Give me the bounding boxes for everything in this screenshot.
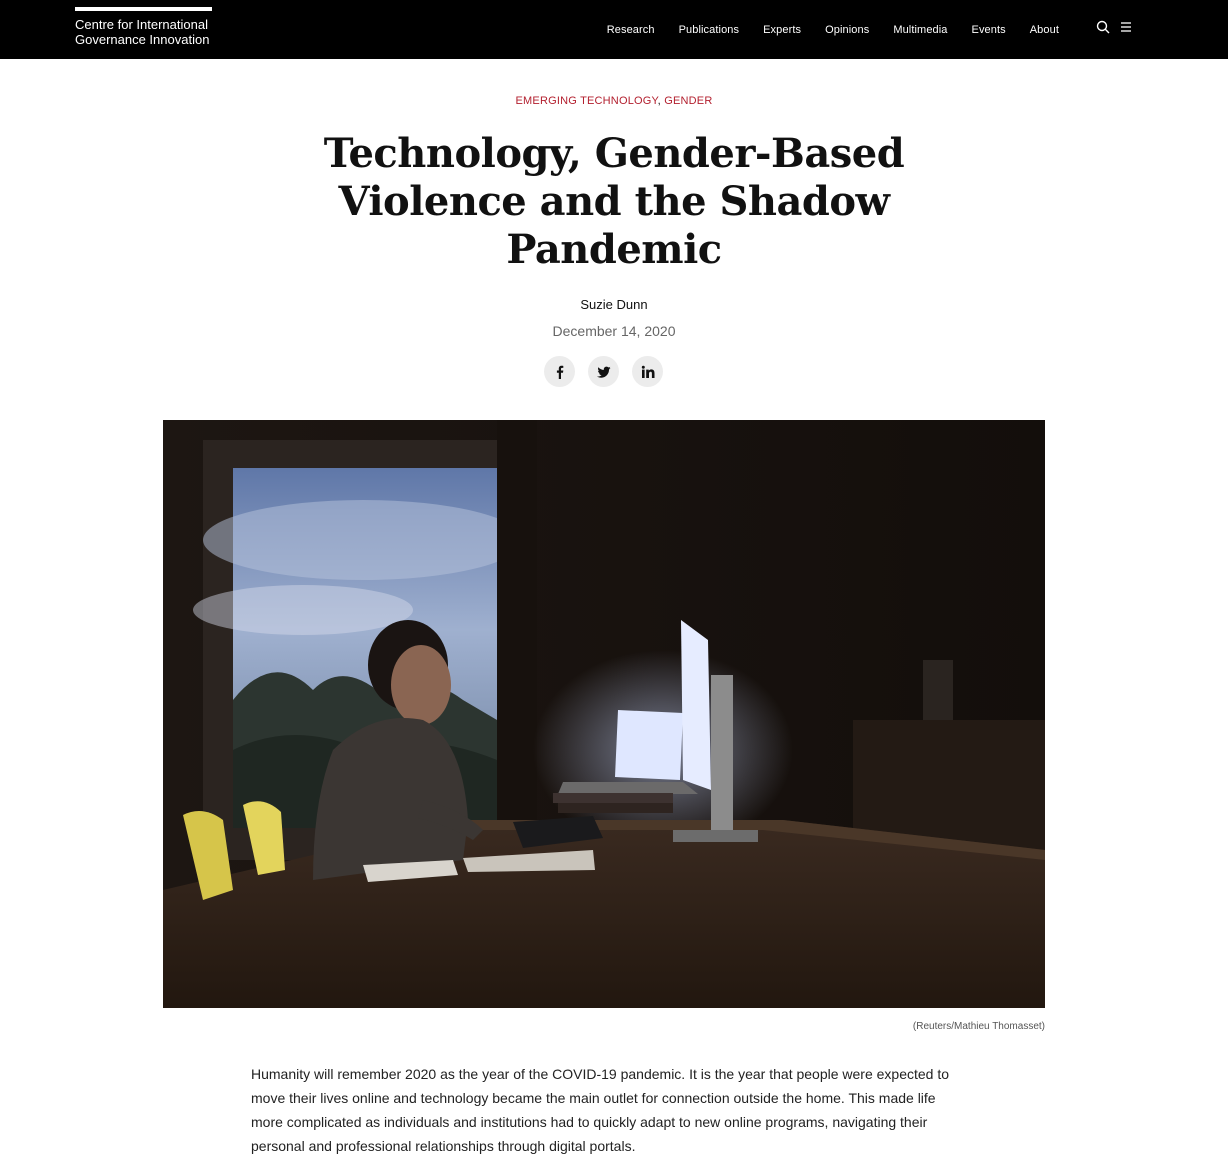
nav-experts[interactable]: Experts — [763, 23, 802, 36]
logo-line-2: Governance Innovation — [75, 32, 210, 47]
facebook-icon — [553, 365, 567, 379]
nav-events[interactable]: Events — [971, 23, 1006, 36]
site-logo[interactable] — [75, 7, 212, 47]
linkedin-share-button[interactable] — [632, 356, 663, 387]
nav-publications[interactable]: Publications — [678, 23, 740, 36]
nav-about[interactable]: About — [1029, 23, 1059, 36]
twitter-share-button[interactable] — [588, 356, 619, 387]
woman-at-computer-photo — [163, 420, 1045, 1008]
image-credit: (Reuters/Mathieu Thomasset) — [912, 1021, 1045, 1032]
nav-research[interactable]: Research — [606, 23, 655, 36]
publish-date: December 14, 2020 — [552, 323, 676, 339]
topic-separator: , — [657, 95, 661, 107]
topic-gender[interactable]: GENDER — [664, 95, 713, 107]
topic-emerging-technology[interactable]: EMERGING TECHNOLOGY — [515, 95, 658, 107]
nav-opinions[interactable]: Opinions — [825, 23, 870, 36]
search-icon[interactable] — [1096, 19, 1110, 35]
nav-multimedia[interactable]: Multimedia — [893, 23, 948, 36]
twitter-icon — [597, 365, 611, 379]
logo-line-1: Centre for International — [75, 17, 208, 32]
author-link[interactable]: Suzie Dunn — [580, 297, 648, 312]
site-header — [0, 0, 1228, 59]
menu-icon[interactable] — [1119, 19, 1133, 35]
share-buttons — [544, 356, 663, 387]
article-paragraph: Humanity will remember 2020 as the year of the COVID-19 pandemic. It is the year that people were expected to move their lives online and technology became the main outlet for connection outside the home. This made life more complicated as individuals and institutions had to quickly adapt to new online programs, navigating their personal and professional relationships through digital portals. — [251, 1066, 950, 1154]
linkedin-icon — [641, 365, 655, 379]
topic-tags — [0, 95, 1228, 107]
facebook-share-button[interactable] — [544, 356, 575, 387]
main-nav — [607, 0, 1059, 59]
hero-photo — [163, 420, 1045, 1008]
header-icons — [1096, 19, 1133, 35]
article-title: Technology, Gender-Based Violence and the Shadow Pandemic — [323, 130, 905, 273]
